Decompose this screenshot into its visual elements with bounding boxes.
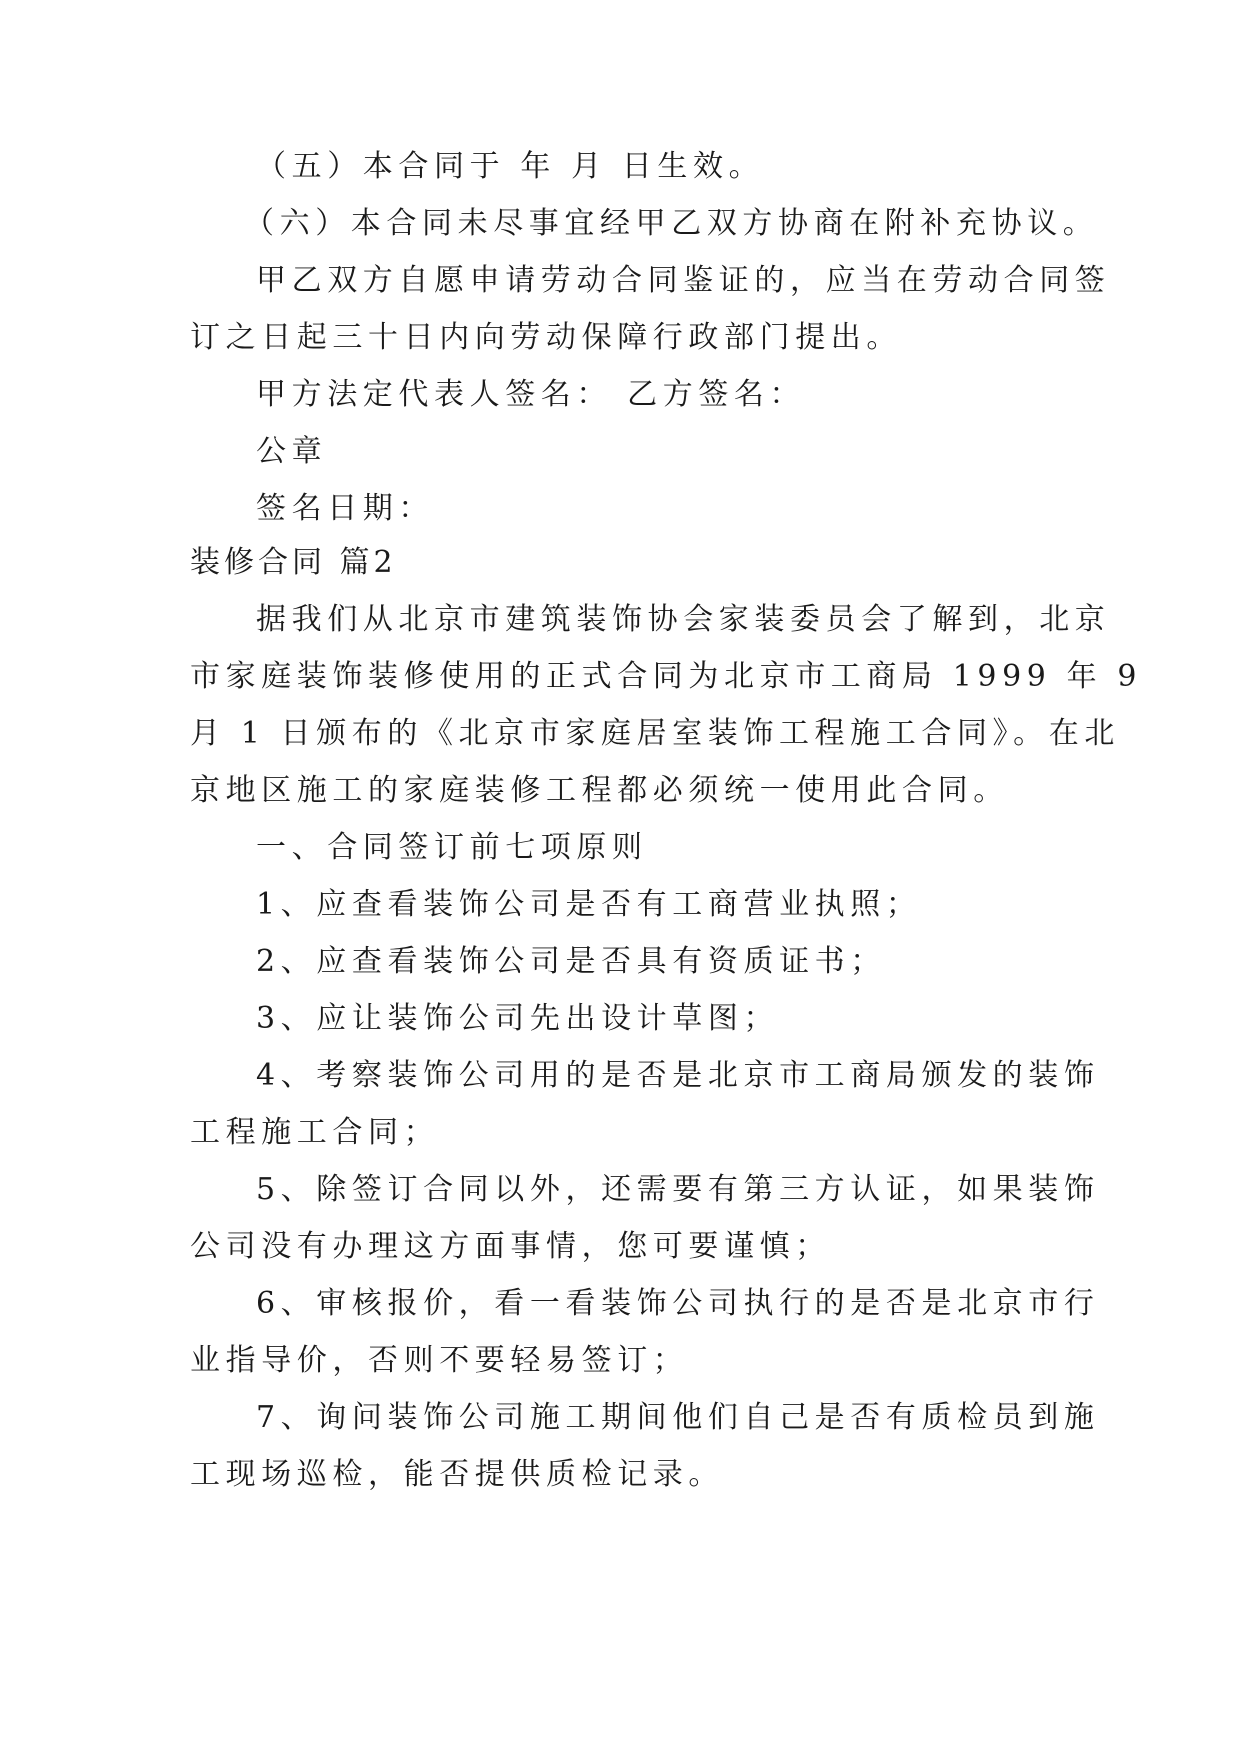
section-heading: 装修合同 篇2 <box>190 545 397 580</box>
paragraph-appraisal-line-2: 订之日起三十日内向劳动保障行政部门提出。 <box>190 320 902 355</box>
signature-line: 甲方法定代表人签名： 乙方签名： <box>256 377 806 412</box>
principle-7-line-1: 7、询问装饰公司施工期间他们自己是否有质检员到施 <box>256 1400 1100 1435</box>
principles-heading: 一、合同签订前七项原则 <box>256 830 648 865</box>
principle-5-line-2: 公司没有办理这方面事情，您可要谨慎； <box>190 1229 831 1264</box>
signature-date-label: 签名日期： <box>256 491 434 526</box>
principle-3: 3、应让装饰公司先出设计草图； <box>256 1001 780 1036</box>
principle-5-line-1: 5、除签订合同以外，还需要有第三方认证，如果装饰 <box>256 1172 1100 1207</box>
principle-1: 1、应查看装饰公司是否有工商营业执照； <box>256 887 922 922</box>
clause-5-effective-date: （五）本合同于 年 月 日生效。 <box>256 149 765 184</box>
official-seal-label: 公章 <box>256 434 328 469</box>
intro-paragraph-line-3: 月 1 日颁布的《北京市家庭居室装饰工程施工合同》。在北 <box>190 716 1120 751</box>
paragraph-appraisal-line-1: 甲乙双方自愿申请劳动合同鉴证的，应当在劳动合同签 <box>256 263 1111 298</box>
principle-7-line-2: 工现场巡检，能否提供质检记录。 <box>190 1457 724 1492</box>
intro-paragraph-line-4: 京地区施工的家庭装修工程都必须统一使用此合同。 <box>190 773 1009 808</box>
intro-paragraph-line-2: 市家庭装饰装修使用的正式合同为北京市工商局 1999 年 9 <box>190 659 1143 694</box>
clause-6-supplementary: （六）本合同未尽事宜经甲乙双方协商在附补充协议。 <box>244 206 1099 241</box>
principle-6-line-2: 业指导价，否则不要轻易签订； <box>190 1343 689 1378</box>
principle-4-line-2: 工程施工合同； <box>190 1115 440 1150</box>
principle-6-line-1: 6、审核报价，看一看装饰公司执行的是否是北京市行 <box>256 1286 1100 1321</box>
principle-4-line-1: 4、考察装饰公司用的是否是北京市工商局颁发的装饰 <box>256 1058 1100 1093</box>
principle-2: 2、应查看装饰公司是否具有资质证书； <box>256 944 886 979</box>
intro-paragraph-line-1: 据我们从北京市建筑装饰协会家装委员会了解到，北京 <box>256 602 1111 637</box>
